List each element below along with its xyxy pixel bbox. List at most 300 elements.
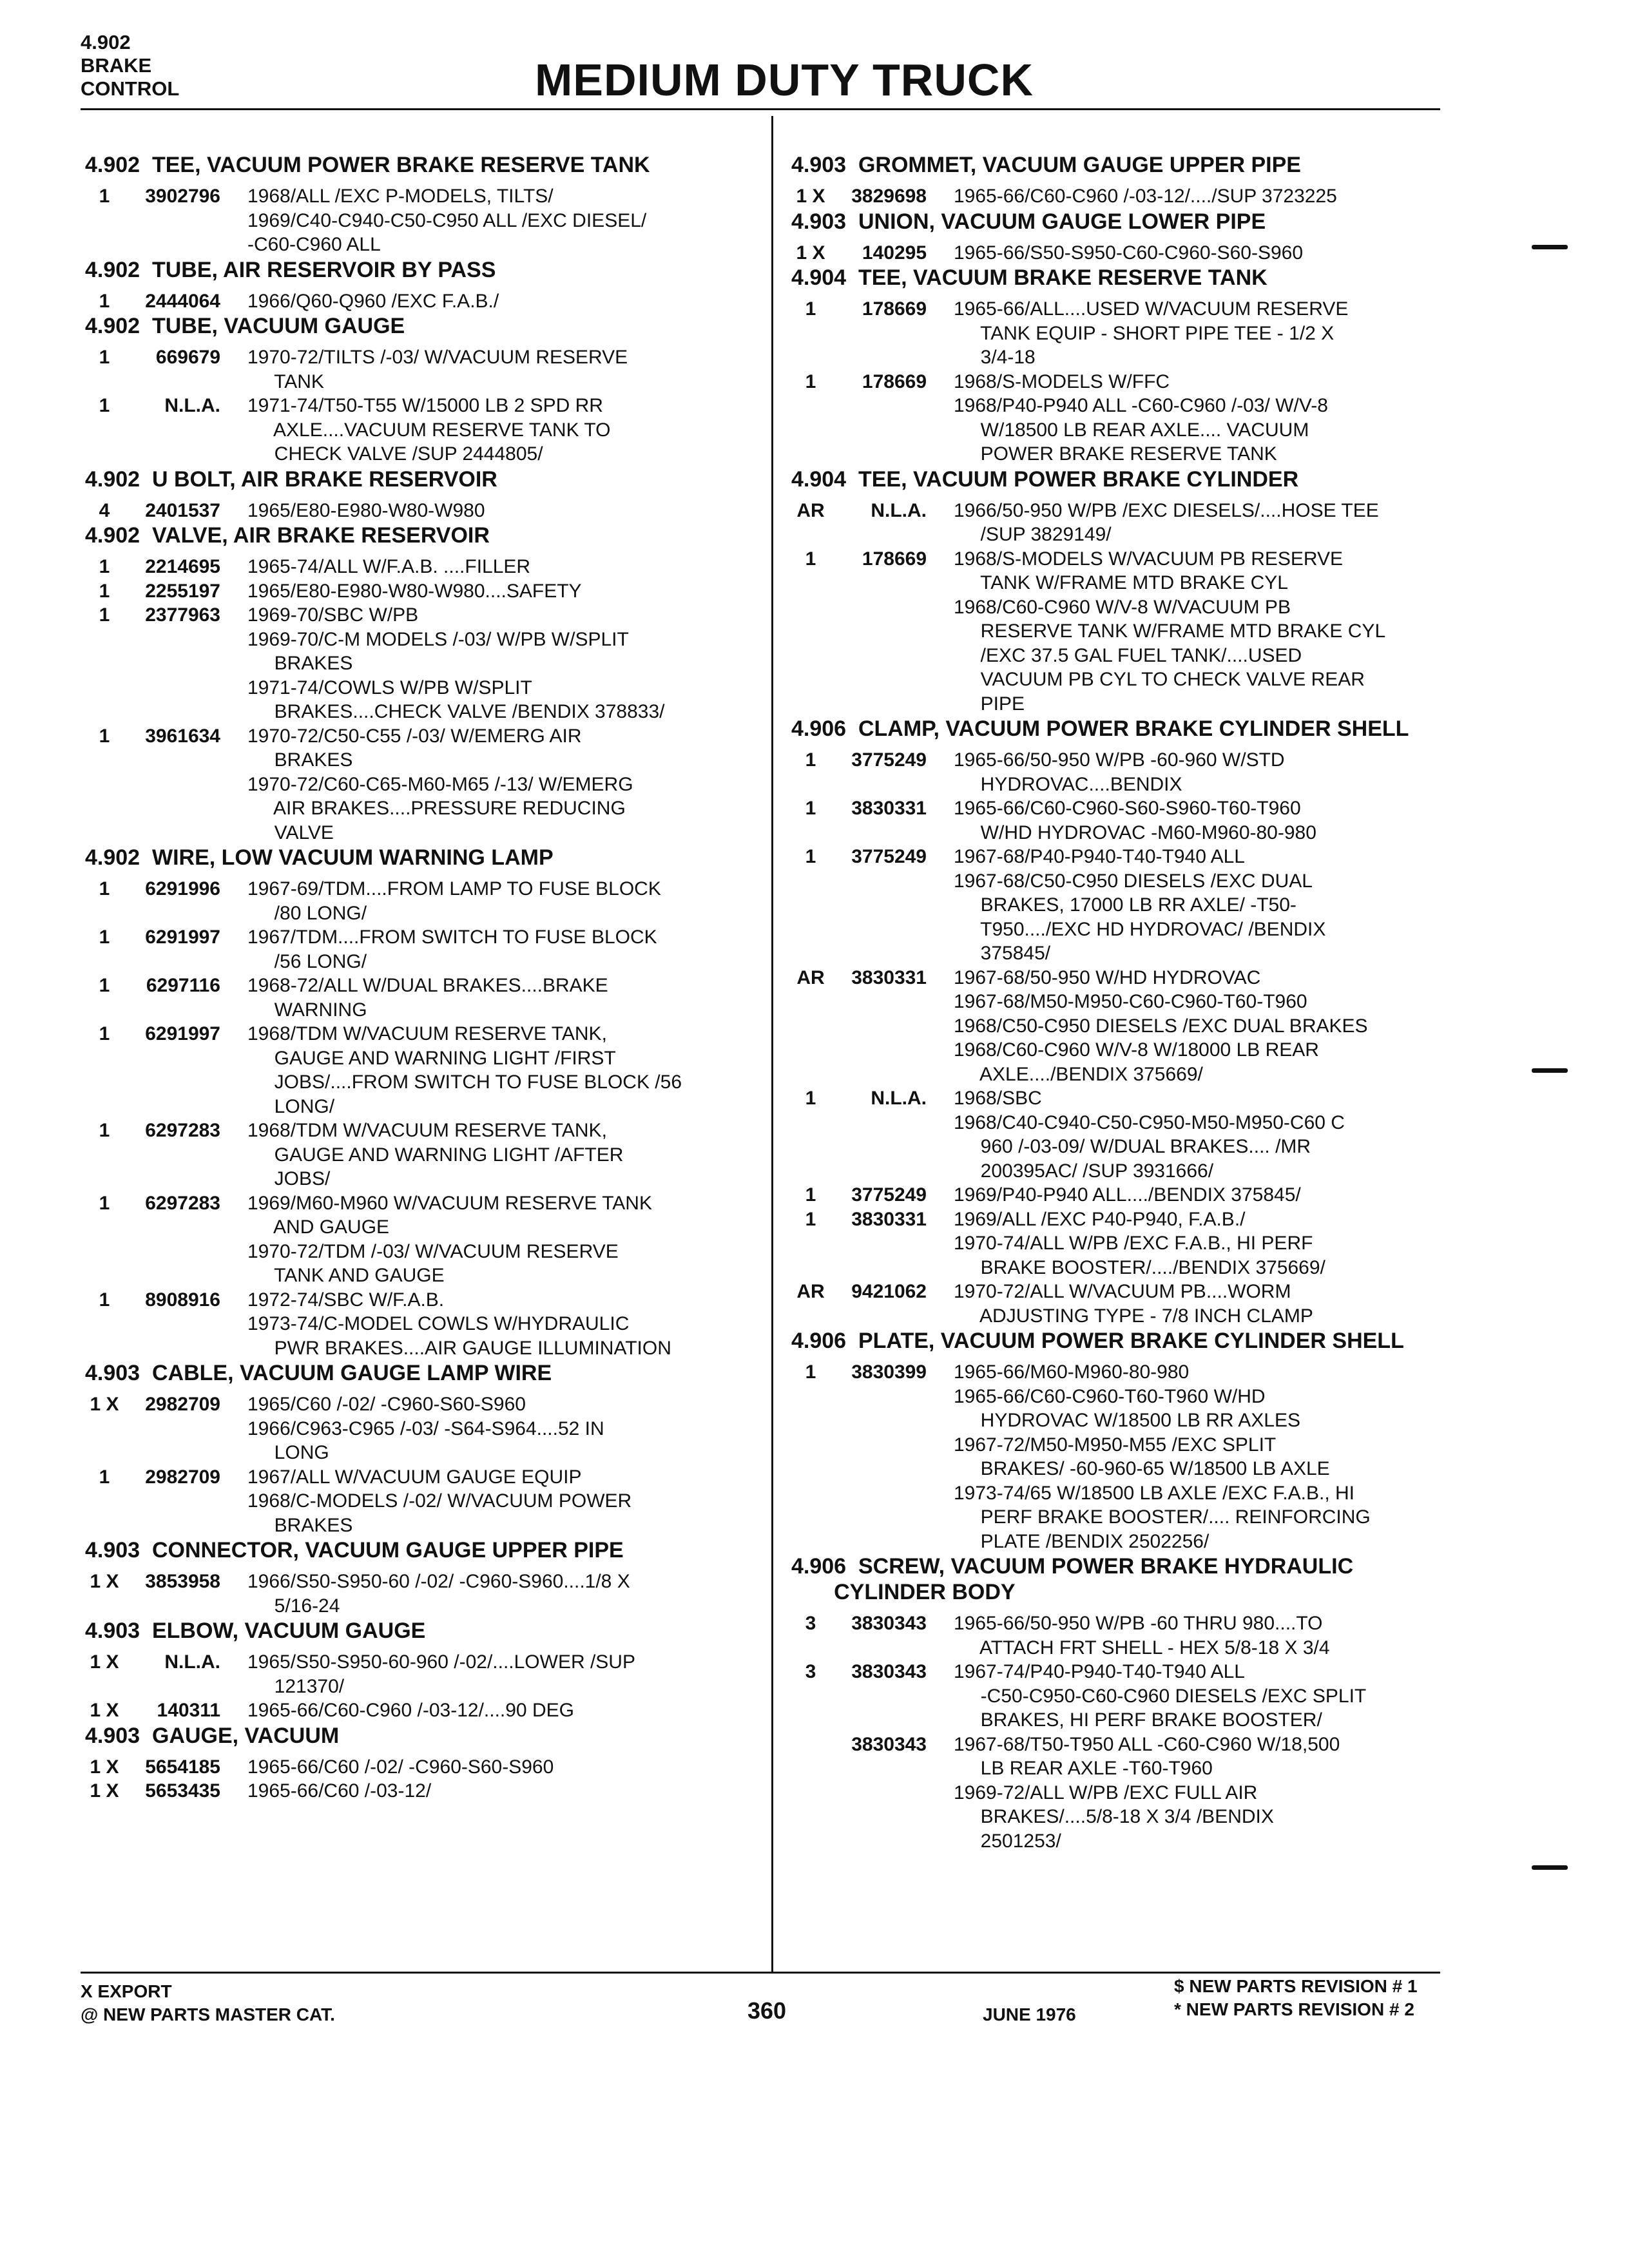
part-row (85, 1650, 768, 1698)
parts-section (85, 523, 768, 845)
description-line: 1967-68/M50-M950-C60-C960-T60-T960 (954, 991, 1307, 1012)
part-row (85, 877, 768, 925)
part-row (85, 1022, 768, 1119)
parts-section (85, 257, 768, 314)
part-number: 178669 (862, 548, 927, 570)
part-row (791, 966, 1487, 1087)
header-section-control: CONTROL (81, 77, 180, 100)
part-quantity: 1 (99, 878, 110, 899)
part-number: 3830331 (851, 966, 927, 988)
part-description (247, 499, 768, 523)
description-line: 1969/M60-M960 W/VACUUM RESERVE TANK (247, 1192, 652, 1214)
part-row (85, 1288, 768, 1361)
description-line: 5/16-24 (247, 1595, 340, 1617)
part-row (85, 1119, 768, 1191)
part-quantity: 1 (99, 927, 110, 948)
description-line: ADJUSTING TYPE - 7/8 INCH CLAMP (954, 1305, 1313, 1327)
parts-section (791, 716, 1487, 1328)
part-quantity: 1 (805, 1184, 816, 1206)
description-line: 1968/TDM W/VACUUM RESERVE TANK, (247, 1120, 607, 1141)
part-row (791, 1280, 1487, 1328)
part-quantity: 1 (99, 347, 110, 368)
section-title: 4.903 CONNECTOR, VACUUM GAUGE UPPER PIPE (85, 1538, 624, 1562)
description-line: 3/4-18 (954, 347, 1036, 368)
part-number: N.L.A. (164, 395, 220, 416)
part-quantity: AR (796, 499, 825, 521)
part-row (85, 1755, 768, 1780)
parts-section (85, 845, 768, 1360)
section-title: 4.904 TEE, VACUUM POWER BRAKE CYLINDER (791, 466, 1299, 492)
part-row (85, 345, 768, 394)
parts-section (85, 466, 768, 523)
part-number: 3775249 (851, 749, 927, 771)
part-row (791, 1611, 1487, 1660)
part-quantity: 1 X (90, 1571, 119, 1592)
description-line: 1970-72/TILTS /-03/ W/VACUUM RESERVE (247, 347, 628, 368)
parts-section (85, 1723, 768, 1803)
part-description (954, 748, 1487, 796)
description-line: /56 LONG/ (247, 950, 367, 972)
description-line: BRAKES....CHECK VALVE /BENDIX 378833/ (247, 701, 665, 722)
section-title: 4.903 CABLE, VACUUM GAUGE LAMP WIRE (85, 1361, 552, 1385)
parts-section (85, 1360, 768, 1537)
description-line: TANK (247, 370, 324, 392)
part-quantity: 1 (99, 290, 110, 312)
description-line: 1969/C40-C940-C50-C950 ALL /EXC DIESEL/ (247, 209, 647, 231)
part-description (954, 370, 1487, 466)
section-title: 4.903 GROMMET, VACUUM GAUGE UPPER PIPE (791, 153, 1301, 177)
part-row (791, 297, 1487, 370)
part-number: 2401537 (145, 499, 220, 521)
part-quantity: 1 (99, 186, 110, 207)
part-description (954, 1660, 1487, 1733)
description-line: 1967/ALL W/VACUUM GAUGE EQUIP (247, 1466, 582, 1488)
section-title: 4.902 VALVE, AIR BRAKE RESERVOIR (85, 523, 490, 548)
right-column (791, 152, 1487, 1853)
description-line: HYDROVAC W/18500 LB RR AXLES (954, 1410, 1300, 1431)
description-line: 1970-74/ALL W/PB /EXC F.A.B., HI PERF (954, 1233, 1313, 1254)
part-number: 3830331 (851, 1208, 927, 1230)
description-line: CHECK VALVE /SUP 2444805/ (247, 443, 543, 465)
description-line: TANK W/FRAME MTD BRAKE CYL (954, 572, 1288, 593)
part-row (85, 394, 768, 466)
section-title: 4.902 TEE, VACUUM POWER BRAKE RESERVE TANK (85, 153, 650, 177)
description-line: AND GAUGE (247, 1216, 390, 1238)
description-line: 1970-72/C50-C55 /-03/ W/EMERG AIR (247, 725, 582, 747)
section-title: 4.906 PLATE, VACUUM POWER BRAKE CYLINDER SHELL (791, 1329, 1404, 1353)
description-line: TANK AND GAUGE (247, 1265, 445, 1286)
part-description (247, 394, 768, 466)
part-quantity: 3 (805, 1661, 816, 1682)
part-number: 2444064 (145, 290, 220, 312)
part-row (85, 184, 768, 257)
part-quantity: 1 X (796, 242, 825, 264)
description-line: BRAKES (247, 653, 353, 674)
part-row (85, 925, 768, 974)
description-line: -C60-C960 ALL (247, 234, 381, 255)
description-line: LONG/ (247, 1095, 335, 1117)
part-number: 6297283 (145, 1120, 220, 1141)
description-line: 1965-66/C60-C960-T60-T960 W/HD (954, 1385, 1266, 1407)
header-rule (81, 108, 1440, 110)
footer-date: JUNE 1976 (983, 2004, 1076, 2024)
parts-section (791, 1328, 1487, 1553)
parts-section (791, 466, 1487, 716)
part-quantity: 1 (805, 798, 816, 819)
parts-section (791, 152, 1487, 209)
part-quantity: 4 (99, 499, 110, 521)
description-line: 1965-66/ALL....USED W/VACUUM RESERVE (954, 298, 1349, 320)
description-line: RESERVE TANK W/FRAME MTD BRAKE CYL (954, 620, 1386, 642)
description-line: T950..../EXC HD HYDROVAC/ /BENDIX (954, 918, 1326, 940)
part-quantity: 1 (805, 1208, 816, 1230)
edge-mark (1532, 1865, 1568, 1870)
part-number: 140311 (157, 1700, 220, 1721)
part-quantity: 1 (805, 749, 816, 771)
description-line: /SUP 3829149/ (954, 524, 1112, 545)
description-line: 1966/S50-S950-60 /-02/ -C960-S960....1/8 X (247, 1571, 630, 1592)
part-description (247, 579, 768, 604)
description-line: 1971-74/COWLS W/PB W/SPLIT (247, 677, 532, 698)
description-line: 1967-68/T50-T950 ALL -C60-C960 W/18,500 (954, 1733, 1340, 1755)
part-description (954, 547, 1487, 716)
left-column (85, 152, 768, 1803)
description-line: 1968/S-MODELS W/FFC (954, 370, 1170, 392)
part-description (247, 1392, 768, 1465)
description-line: 1968/C40-C940-C50-C950-M50-M950-C60 C (954, 1111, 1345, 1133)
description-line: 1967-69/TDM....FROM LAMP TO FUSE BLOCK (247, 878, 661, 899)
part-quantity: 1 (99, 1023, 110, 1044)
description-line: 375845/ (954, 943, 1051, 964)
description-line: 1973-74/65 W/18500 LB AXLE /EXC F.A.B., HI (954, 1482, 1355, 1504)
description-line: 1969/ALL /EXC P40-P940, F.A.B./ (954, 1208, 1246, 1230)
part-row (85, 1392, 768, 1465)
description-line: 1965/C60 /-02/ -C960-S60-S960 (247, 1394, 526, 1415)
section-title: 4.902 U BOLT, AIR BRAKE RESERVOIR (85, 466, 497, 492)
part-number: 3830343 (851, 1661, 927, 1682)
description-line: 1968/C60-C960 W/V-8 W/VACUUM PB (954, 596, 1291, 618)
part-quantity: 1 (99, 556, 110, 577)
description-line: HYDROVAC....BENDIX (954, 773, 1182, 795)
part-number: 2982709 (145, 1394, 220, 1415)
part-quantity: 1 (99, 1466, 110, 1488)
part-quantity: 1 (99, 1289, 110, 1311)
part-description (247, 1119, 768, 1191)
header-section-brake: BRAKE (81, 54, 152, 77)
description-line: 1966/C963-C965 /-03/ -S64-S964....52 IN (247, 1418, 604, 1439)
parts-section (791, 1553, 1487, 1853)
part-description (247, 1755, 768, 1780)
description-line: BRAKES (247, 749, 353, 771)
part-quantity: 1 (99, 975, 110, 996)
footer-revision-2: * NEW PARTS REVISION # 2 (1174, 1999, 1414, 2019)
part-row (791, 845, 1487, 966)
description-line: PIPE (954, 693, 1025, 715)
description-line: 1968/S-MODELS W/VACUUM PB RESERVE (954, 548, 1344, 570)
parts-section (85, 152, 768, 257)
description-line: PWR BRAKES....AIR GAUGE ILLUMINATION (247, 1337, 671, 1359)
section-title: 4.903 ELBOW, VACUUM GAUGE (85, 1619, 426, 1643)
part-row (791, 748, 1487, 796)
part-quantity: 1 (99, 580, 110, 602)
part-description (247, 1650, 768, 1698)
description-line: 960 /-03-09/ W/DUAL BRAKES.... /MR (954, 1136, 1311, 1157)
description-line: PLATE /BENDIX 2502256/ (954, 1530, 1210, 1552)
part-quantity: 1 X (796, 186, 825, 207)
part-number: 3829698 (851, 186, 927, 207)
part-number: 3902796 (145, 186, 220, 207)
description-line: 1965-66/C60 /-03-12/ (247, 1780, 432, 1802)
part-quantity: 1 X (90, 1651, 119, 1673)
part-number: N.L.A. (871, 1088, 927, 1109)
description-line: 1967/TDM....FROM SWITCH TO FUSE BLOCK (247, 927, 657, 948)
part-description (954, 1360, 1487, 1553)
part-row (791, 370, 1487, 466)
description-line: -C50-C950-C60-C960 DIESELS /EXC SPLIT (954, 1685, 1367, 1707)
part-number: 9421062 (851, 1281, 927, 1302)
description-line: AXLE....VACUUM RESERVE TANK TO (247, 419, 611, 441)
part-row (85, 579, 768, 604)
part-row (791, 1360, 1487, 1553)
part-number: 140295 (862, 242, 927, 264)
part-description (954, 1183, 1487, 1207)
part-row (85, 1698, 768, 1723)
footer-revision-1: $ NEW PARTS REVISION # 1 (1174, 1976, 1418, 1996)
description-line: 1965-74/ALL W/F.A.B. ....FILLER (247, 556, 531, 577)
part-quantity: 1 X (90, 1394, 119, 1415)
description-line: GAUGE AND WARNING LIGHT /AFTER (247, 1144, 624, 1166)
description-line: 1965/S50-S950-60-960 /-02/....LOWER /SUP (247, 1651, 635, 1673)
description-line: 1973-74/C-MODEL COWLS W/HYDRAULIC (247, 1313, 630, 1334)
part-quantity: 1 (99, 725, 110, 747)
part-description (247, 974, 768, 1022)
description-line: 1967-68/50-950 W/HD HYDROVAC (954, 966, 1261, 988)
part-number: 6297283 (145, 1192, 220, 1214)
part-description (954, 297, 1487, 370)
part-number: 3830331 (851, 798, 927, 819)
description-line: 1967-72/M50-M950-M55 /EXC SPLIT (954, 1434, 1277, 1456)
page-title: MEDIUM DUTY TRUCK (535, 55, 1034, 105)
part-description (954, 241, 1487, 265)
part-row (791, 1086, 1487, 1183)
description-line: W/18500 LB REAR AXLE.... VACUUM (954, 419, 1309, 441)
part-quantity: 1 (805, 1088, 816, 1109)
parts-section (85, 1618, 768, 1723)
part-quantity: 1 (99, 1120, 110, 1141)
part-row (85, 555, 768, 579)
description-line: /80 LONG/ (247, 902, 367, 924)
part-row (85, 1570, 768, 1618)
part-row (791, 241, 1487, 265)
description-line: LB REAR AXLE -T60-T960 (954, 1758, 1213, 1779)
description-line: W/HD HYDROVAC -M60-M960-80-980 (954, 822, 1316, 843)
part-row (85, 499, 768, 523)
part-description (247, 1570, 768, 1618)
description-line: PERF BRAKE BOOSTER/.... REINFORCING (954, 1506, 1371, 1528)
description-line: 1966/Q60-Q960 /EXC F.A.B./ (247, 290, 499, 312)
description-line: 2501253/ (954, 1830, 1061, 1852)
edge-mark (1532, 1068, 1568, 1073)
parts-section (85, 313, 768, 466)
part-row (791, 1207, 1487, 1280)
description-line: BRAKES (247, 1514, 353, 1536)
edge-mark (1532, 245, 1568, 249)
description-line: ATTACH FRT SHELL - HEX 5/8-18 X 3/4 (954, 1637, 1330, 1658)
part-description (954, 1611, 1487, 1660)
part-row (791, 1660, 1487, 1733)
part-description (247, 1022, 768, 1119)
part-row (85, 1779, 768, 1803)
description-line: 1965-66/C60-C960-S60-S960-T60-T960 (954, 798, 1301, 819)
description-line: GAUGE AND WARNING LIGHT /FIRST (247, 1047, 616, 1069)
part-number: 6291996 (145, 878, 220, 899)
description-line: 1965-66/C60-C960 /-03-12/..../SUP 3723225 (954, 186, 1337, 207)
column-divider (771, 116, 773, 1972)
part-description (954, 184, 1487, 209)
footer-rule (81, 1972, 1440, 1974)
description-line: 1968/C60-C960 W/V-8 W/18000 LB REAR (954, 1039, 1319, 1061)
part-number: 3775249 (851, 1184, 927, 1206)
description-line: JOBS/....FROM SWITCH TO FUSE BLOCK /56 (247, 1072, 682, 1093)
part-description (247, 925, 768, 974)
part-number: 3830399 (851, 1361, 927, 1383)
description-line: BRAKES, HI PERF BRAKE BOOSTER/ (954, 1709, 1322, 1731)
section-title: 4.902 TUBE, VACUUM GAUGE (85, 314, 405, 338)
footer-legend-master: @ NEW PARTS MASTER CAT. (81, 2004, 335, 2024)
description-line: 1965-66/50-950 W/PB -60-960 W/STD (954, 749, 1285, 771)
part-quantity: 3 (805, 1613, 816, 1634)
page-number: 360 (747, 1997, 787, 2024)
part-number: 6297116 (146, 975, 220, 996)
part-description (954, 1280, 1487, 1328)
part-number: N.L.A. (164, 1651, 220, 1673)
parts-section (791, 265, 1487, 466)
part-quantity: 1 (99, 395, 110, 416)
part-quantity: AR (796, 1281, 825, 1302)
description-line: 1965/E80-E980-W80-W980 (247, 499, 485, 521)
part-description (954, 796, 1487, 845)
description-line: VALVE (247, 822, 334, 843)
description-line: BRAKES, 17000 LB RR AXLE/ -T50- (954, 894, 1296, 916)
part-description (247, 1191, 768, 1288)
description-line: 1968/SBC (954, 1088, 1042, 1109)
part-number: 3830343 (851, 1733, 927, 1755)
description-line: 1965-66/C60 /-02/ -C960-S60-S960 (247, 1756, 554, 1778)
part-row (85, 603, 768, 724)
part-row (85, 289, 768, 314)
description-line: BRAKE BOOSTER/..../BENDIX 375669/ (954, 1256, 1325, 1278)
description-line: AXLE..../BENDIX 375669/ (954, 1063, 1203, 1085)
description-line: 1968/TDM W/VACUUM RESERVE TANK, (247, 1023, 607, 1044)
section-title: 4.903 UNION, VACUUM GAUGE LOWER PIPE (791, 209, 1266, 234)
part-row (85, 724, 768, 845)
section-title: 4.906 CLAMP, VACUUM POWER BRAKE CYLINDER SHELL (791, 716, 1409, 741)
part-description (954, 1207, 1487, 1280)
part-number: 6291997 (145, 1023, 220, 1044)
description-line: BRAKES/....5/8-18 X 3/4 /BENDIX (954, 1806, 1274, 1827)
description-line: 1965-66/50-950 W/PB -60 THRU 980....TO (954, 1613, 1323, 1634)
part-description (247, 1288, 768, 1361)
part-row (85, 1191, 768, 1288)
part-quantity: 1 (99, 1192, 110, 1214)
part-number: 6291997 (145, 927, 220, 948)
part-quantity: 1 (805, 298, 816, 320)
description-line: 1966/50-950 W/PB /EXC DIESELS/....HOSE TEE (954, 499, 1379, 521)
part-description (247, 1698, 768, 1723)
part-number: 178669 (862, 298, 927, 320)
part-number: 2214695 (145, 556, 220, 577)
description-line: 200395AC/ /SUP 3931666/ (954, 1160, 1214, 1182)
description-line: 1969/P40-P940 ALL..../BENDIX 375845/ (954, 1184, 1301, 1206)
description-line: 1968/C50-C950 DIESELS /EXC DUAL BRAKES (954, 1015, 1368, 1037)
parts-section (791, 209, 1487, 265)
part-row (85, 974, 768, 1022)
part-description (954, 845, 1487, 966)
part-number: 3961634 (145, 725, 220, 747)
part-row (791, 499, 1487, 547)
part-quantity: 1 (805, 548, 816, 570)
part-number: 3775249 (851, 846, 927, 867)
part-number: 2982709 (145, 1466, 220, 1488)
part-description (247, 555, 768, 579)
part-quantity: 1 (99, 604, 110, 626)
description-line: 1965-66/S50-S950-C60-C960-S60-S960 (954, 242, 1304, 264)
part-row (791, 1733, 1487, 1854)
part-row (791, 547, 1487, 716)
description-line: 1969-70/SBC W/PB (247, 604, 419, 626)
part-number: 2255197 (145, 580, 220, 602)
header-section-number: 4.902 (81, 31, 131, 53)
part-description (954, 1086, 1487, 1183)
description-line: 1965/E80-E980-W80-W980....SAFETY (247, 580, 582, 602)
part-row (791, 1183, 1487, 1207)
part-description (247, 724, 768, 845)
description-line: POWER BRAKE RESERVE TANK (954, 443, 1277, 465)
parts-section (85, 1537, 768, 1618)
section-title: 4.904 TEE, VACUUM BRAKE RESERVE TANK (791, 265, 1268, 290)
description-line: 1968/P40-P940 ALL -C60-C960 /-03/ W/V-8 (954, 395, 1328, 416)
section-title: 4.902 TUBE, AIR RESERVOIR BY PASS (85, 257, 496, 282)
part-description (954, 499, 1487, 547)
section-title: 4.906 SCREW, VACUUM POWER BRAKE HYDRAULIC CYLINDER BODY (791, 1554, 1354, 1604)
part-number: 8908916 (145, 1289, 220, 1311)
part-quantity: 1 X (90, 1780, 119, 1802)
part-quantity: AR (796, 966, 825, 988)
description-line: AIR BRAKES....PRESSURE REDUCING (247, 798, 626, 819)
section-title: 4.903 GAUGE, VACUUM (85, 1723, 340, 1748)
description-line: 1969-72/ALL W/PB /EXC FULL AIR (954, 1782, 1258, 1803)
description-line: 1967-68/P40-P940-T40-T940 ALL (954, 846, 1245, 867)
part-quantity: 1 (805, 846, 816, 867)
part-quantity: 1 (805, 370, 816, 392)
part-number: 669679 (155, 347, 220, 368)
header-section-label (81, 31, 179, 101)
description-line: LONG (247, 1442, 329, 1463)
description-line: 1967-74/P40-P940-T40-T940 ALL (954, 1661, 1245, 1682)
description-line: JOBS/ (247, 1168, 331, 1189)
description-line: /EXC 37.5 GAL FUEL TANK/....USED (954, 644, 1302, 666)
part-description (247, 184, 768, 257)
part-number: 3830343 (851, 1613, 927, 1634)
part-number: 2377963 (145, 604, 220, 626)
description-line: TANK EQUIP - SHORT PIPE TEE - 1/2 X (954, 322, 1335, 344)
description-line: 1968/C-MODELS /-02/ W/VACUUM POWER (247, 1490, 632, 1512)
part-row (791, 796, 1487, 845)
description-line: 1971-74/T50-T55 W/15000 LB 2 SPD RR (247, 395, 603, 416)
part-description (247, 345, 768, 394)
part-number: N.L.A. (871, 499, 927, 521)
description-line: 1970-72/TDM /-03/ W/VACUUM RESERVE (247, 1240, 619, 1262)
